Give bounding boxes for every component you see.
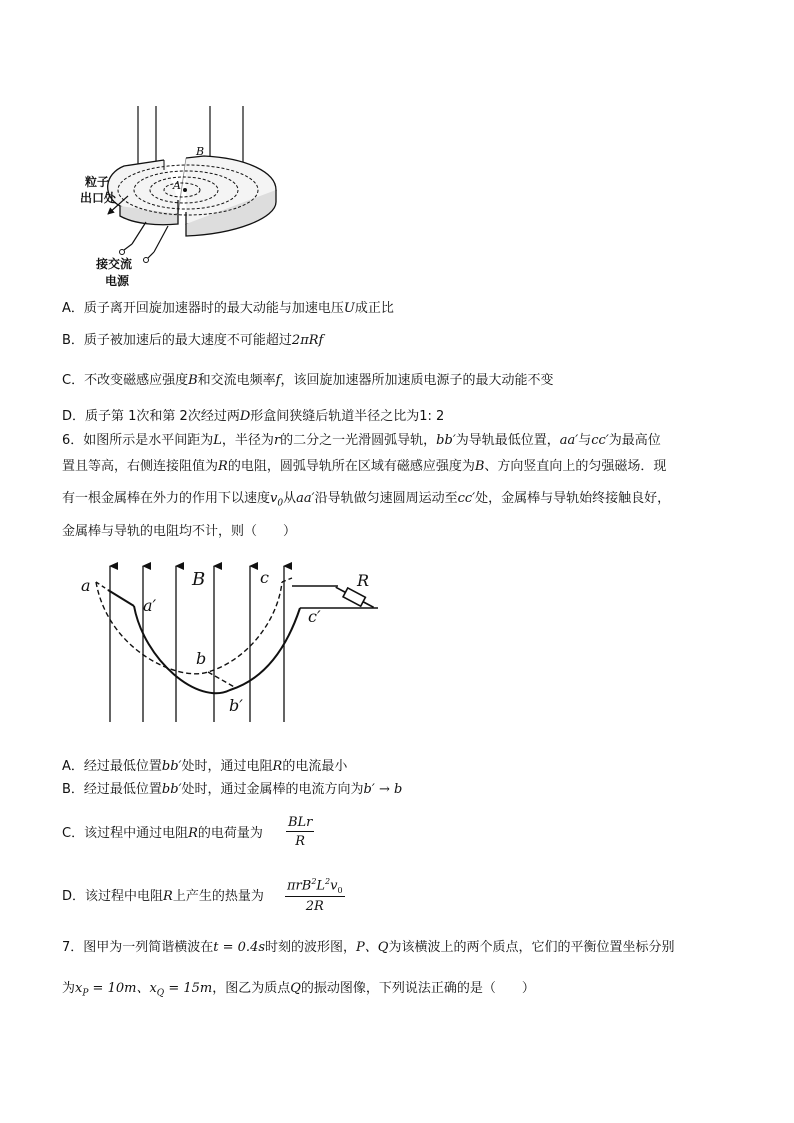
q6-stem-line3: 有一根金属棒在外力的作用下以速度$v_0$从aa′沿导轨做匀速圆周运动至cc′处，金属棒与导轨始终接触良好， [62, 491, 671, 509]
q5-option-b: B．质子被加速后的最大速度不可能超过2πRf [62, 333, 324, 348]
ac-source-label-2: 电源 [105, 274, 130, 288]
q6-option-c-fraction: BLr R [288, 815, 313, 849]
rail-label-field-b: B [192, 569, 206, 590]
q6-stem-line1: 6．如图所示是水平间距为L，半径为r的二分之一光滑圆弧导轨，bb′为导轨最低位置，aa′与cc′为最高位 [62, 433, 661, 448]
cyclotron-label-a: A [173, 179, 181, 192]
q7-stem-line1: 7．图甲为一列简谐横波在t = 0.4s时刻的波形图，P、Q为该横波上的两个质点，它们的平衡位置坐标分别 [62, 940, 675, 955]
rail-label-c: c [260, 568, 269, 587]
q6-option-d: D．该过程中电阻R上产生的热量为 [62, 889, 264, 904]
ac-source-label-1: 接交流 [96, 257, 133, 271]
rail-label-b: b [196, 649, 207, 668]
rail-label-a-prime: a′ [143, 596, 157, 615]
q6-stem-line2: 置且等高，右侧连接阻值为R的电阻，圆弧导轨所在区域有磁感应强度为B、方向竖直向上的匀强磁场．现 [62, 459, 667, 474]
q6-stem-line4: 金属棒与导轨的电阻均不计，则（ ） [62, 524, 297, 539]
q7-stem-line2: 为$x_P = 10m$、$x_Q = 15m$，图乙为质点Q的振动图像，下列说法正确的是（ ） [62, 981, 535, 999]
q6-option-a: A．经过最低位置bb′处时，通过电阻R的电流最小 [62, 759, 348, 774]
rail-label-r: R [357, 571, 370, 590]
q5-option-d: D．质子第 1次和第 2次经过两D形盒间狭缝后轨道半径之比为1: 2 [62, 409, 445, 424]
exit-label-1: 粒子 [85, 175, 110, 189]
rail-label-b-prime: b′ [229, 696, 243, 715]
rail-label-a: a [81, 576, 91, 595]
q6-option-c: C．该过程中通过电阻R的电荷量为 [62, 826, 263, 841]
exit-label-2: 出口处 [80, 191, 117, 205]
rail-figure [78, 560, 378, 722]
q5-option-a: A．质子离开回旋加速器时的最大动能与加速电压U成正比 [62, 301, 394, 316]
q6-option-d-fraction: $\pi rB^2L^2v_0$ 2R [287, 877, 343, 914]
rail-label-c-prime: c′ [308, 607, 321, 626]
cyclotron-label-b: B [196, 145, 205, 158]
q5-option-c: C．不改变磁感应强度B和交流电频率f，该回旋加速器所加速质电源子的最大动能不变 [62, 373, 554, 388]
q6-option-b: B．经过最低位置bb′处时，通过金属棒的电流方向为b′ → b [62, 782, 403, 797]
